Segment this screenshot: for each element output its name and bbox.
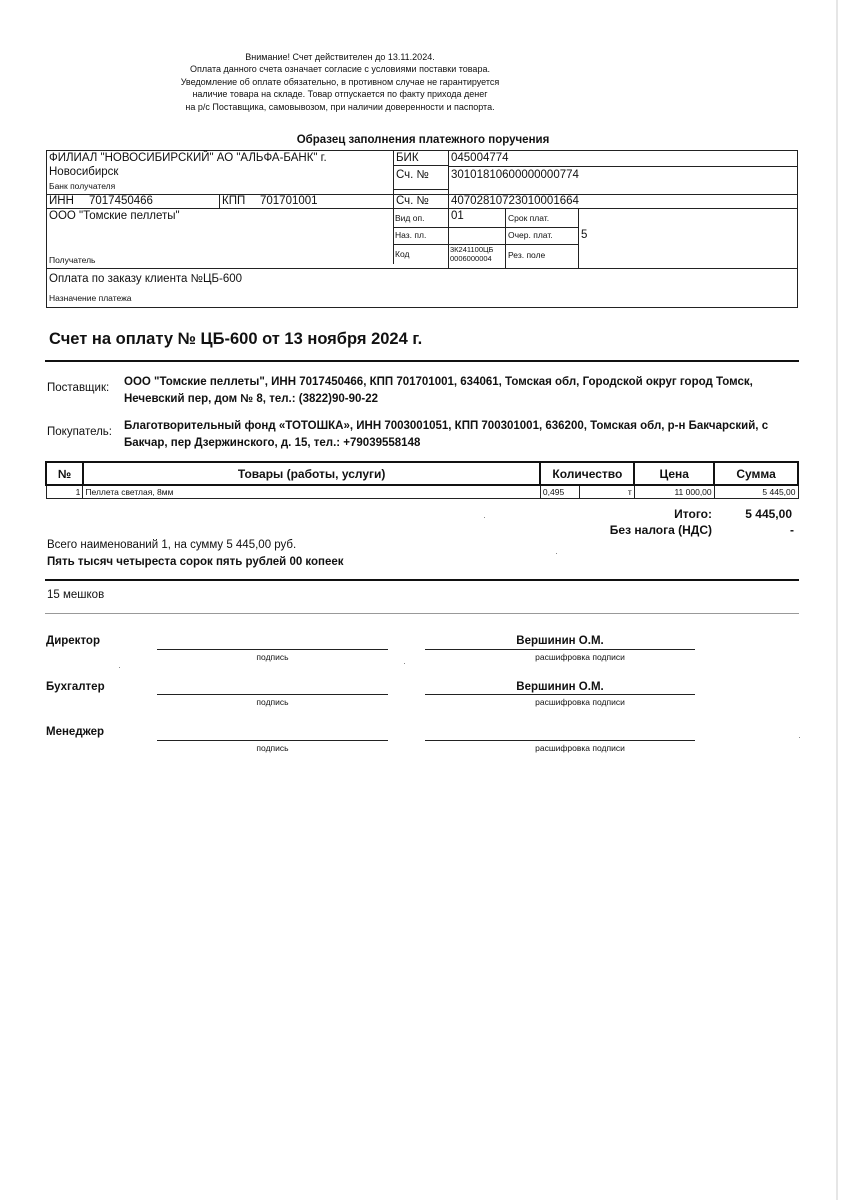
notice-line: Оплата данного счета означает согласие с условиями поставки товара. bbox=[190, 64, 490, 75]
purpose-label: Назначение платежа bbox=[49, 293, 132, 303]
col-header-num: № bbox=[46, 462, 83, 485]
code-value-line1: 3К241100ЦБ bbox=[450, 245, 494, 254]
grid-line bbox=[505, 209, 506, 268]
bik-value: 045004774 bbox=[451, 152, 509, 164]
payment-sample-box bbox=[46, 150, 798, 308]
inn-value: 7017450466 bbox=[89, 195, 153, 207]
vat-label: Без налога (НДС) bbox=[609, 523, 712, 537]
account-label: Сч. № bbox=[396, 195, 429, 207]
buyer-line: Бакчар, пер Дзержинского, д. 15, тел.: +79039558148 bbox=[124, 437, 421, 449]
total-value: 5 445,00 bbox=[745, 507, 792, 521]
accountant-decode-caption: расшифровка подписи bbox=[535, 697, 625, 707]
manager-decode-caption: расшифровка подписи bbox=[535, 743, 625, 753]
invoice-title: Счет на оплату № ЦБ-600 от 13 ноября 2024 г. bbox=[49, 330, 423, 348]
row-sum: 5 445,00 bbox=[714, 485, 798, 499]
grid-line bbox=[393, 189, 449, 190]
corr-account-value: 30101810600000000774 bbox=[451, 169, 579, 181]
accountant-signature-line bbox=[157, 694, 388, 695]
purpose-value: Оплата по заказу клиента №ЦБ-600 bbox=[49, 273, 243, 285]
grid-line bbox=[393, 165, 449, 166]
grid-line bbox=[393, 227, 579, 228]
bank-label: Банк получателя bbox=[49, 181, 116, 191]
goods-table bbox=[45, 461, 799, 499]
title-divider bbox=[45, 360, 799, 362]
supplier-line: ООО "Томские пеллеты", ИНН 7017450466, КПП 701701001, 634061, Томская обл, Городской округ город Томск, bbox=[124, 376, 753, 388]
supplier-label: Поставщик: bbox=[47, 382, 110, 394]
notice-line: Внимание! Счет действителен до 13.11.2024. bbox=[245, 52, 435, 62]
corr-account-label: Сч. № bbox=[396, 169, 429, 181]
grid-line bbox=[448, 151, 449, 268]
items-summary: Всего наименований 1, на сумму 5 445,00 руб. bbox=[47, 539, 297, 551]
recipient-label: Получатель bbox=[49, 255, 96, 265]
code-label: Код bbox=[395, 249, 410, 259]
payment-sample-title: Образец заполнения платежного поручения bbox=[296, 134, 550, 146]
kpp-label: КПП bbox=[222, 195, 246, 207]
note-divider bbox=[45, 613, 799, 614]
op-type-label: Вид оп. bbox=[395, 213, 425, 223]
pay-term-label: Срок плат. bbox=[508, 213, 550, 223]
order-label: Очер. плат. bbox=[508, 230, 553, 240]
recipient-name: ООО "Томские пеллеты" bbox=[49, 210, 180, 222]
scan-page-edge bbox=[836, 0, 838, 1200]
accountant-name: Вершинин О.М. bbox=[516, 681, 604, 693]
accountant-signature-caption: подпись bbox=[256, 697, 289, 707]
row-qty: 0,495 bbox=[540, 485, 579, 499]
grid-line bbox=[47, 268, 798, 269]
order-value: 5 bbox=[581, 229, 588, 241]
bank-name-line2: Новосибирск bbox=[49, 166, 119, 178]
scan-speck bbox=[484, 517, 485, 518]
buyer-details bbox=[124, 418, 796, 452]
row-name: Пеллета светлая, 8мм bbox=[83, 485, 541, 499]
accountant-decode-line bbox=[425, 694, 695, 695]
goods-header-row bbox=[46, 462, 798, 485]
director-name: Вершинин О.М. bbox=[516, 635, 604, 647]
row-price: 11 000,00 bbox=[634, 485, 714, 499]
grid-line bbox=[47, 208, 798, 209]
inn-label: ИНН bbox=[49, 195, 74, 207]
col-header-sum: Сумма bbox=[714, 462, 798, 485]
extra-note: 15 мешков bbox=[47, 589, 105, 601]
notice-line: Уведомление об оплате обязательно, в противном случае не гарантируется bbox=[180, 76, 500, 87]
amount-in-words: Пять тысяч четыреста сорок пять рублей 00 копеек bbox=[47, 556, 344, 568]
notice-line: на р/с Поставщика, самовывозом, при наличии доверенности и паспорта. bbox=[185, 101, 495, 112]
row-unit: т bbox=[579, 485, 634, 499]
table-row bbox=[46, 485, 798, 499]
grid-line bbox=[219, 194, 220, 209]
notice-line: наличие товара на складе. Товар отпускается по факту прихода денег bbox=[192, 89, 488, 100]
code-value-line2: 0006000004 bbox=[450, 254, 492, 263]
scan-speck bbox=[799, 737, 800, 738]
director-signature-line bbox=[157, 649, 388, 650]
accountant-label: Бухгалтер bbox=[46, 681, 105, 693]
col-header-name: Товары (работы, услуги) bbox=[83, 462, 541, 485]
manager-signature-caption: подпись bbox=[256, 743, 289, 753]
director-decode-line bbox=[425, 649, 695, 650]
director-decode-caption: расшифровка подписи bbox=[535, 652, 625, 662]
reserve-label: Рез. поле bbox=[508, 250, 546, 260]
scan-speck bbox=[556, 553, 557, 554]
purpose-code-label: Наз. пл. bbox=[395, 230, 427, 240]
scan-speck bbox=[119, 667, 120, 668]
bank-name-line1: ФИЛИАЛ "НОВОСИБИРСКИЙ" АО "АЛЬФА-БАНК" г. bbox=[49, 152, 327, 164]
row-num: 1 bbox=[46, 485, 83, 499]
director-signature-caption: подпись bbox=[256, 652, 289, 662]
grid-line bbox=[448, 166, 798, 167]
op-type-value: 01 bbox=[451, 210, 464, 222]
grid-line bbox=[578, 209, 579, 268]
account-value: 40702810723010001664 bbox=[451, 195, 579, 207]
scan-speck bbox=[404, 663, 405, 664]
supplier-details bbox=[124, 374, 796, 408]
totals-divider bbox=[45, 579, 799, 581]
director-label: Директор bbox=[46, 635, 100, 647]
manager-label: Менеджер bbox=[46, 726, 105, 738]
manager-decode-line bbox=[425, 740, 695, 741]
buyer-line: Благотворительный фонд «ТОТОШКА», ИНН 7003001051, КПП 700301001, 636200, Томская обл, р-н Бакчарский, с bbox=[124, 420, 769, 432]
manager-signature-line bbox=[157, 740, 388, 741]
col-header-price: Цена bbox=[634, 462, 714, 485]
kpp-value: 701701001 bbox=[260, 195, 318, 207]
supplier-line: Нечевский пер, дом № 8, тел.: (3822)90-90-22 bbox=[124, 393, 379, 405]
total-label: Итого: bbox=[674, 507, 712, 521]
vat-value: - bbox=[790, 523, 794, 537]
bik-label: БИК bbox=[396, 152, 419, 164]
col-header-qty: Количество bbox=[540, 462, 634, 485]
validity-notice bbox=[150, 51, 530, 113]
buyer-label: Покупатель: bbox=[47, 426, 112, 438]
